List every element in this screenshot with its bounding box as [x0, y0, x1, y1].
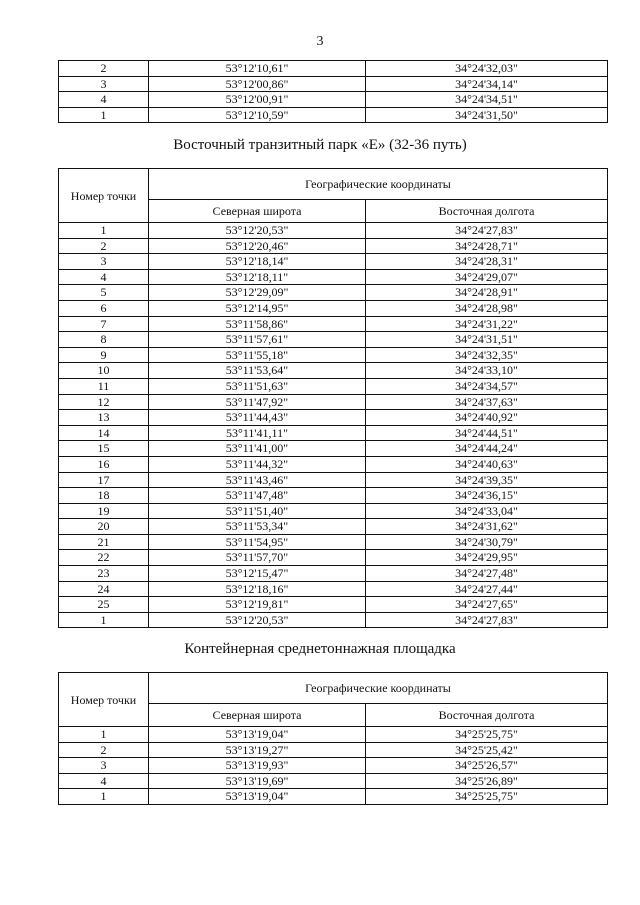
section-title-east-park: Восточный транзитный парк «Е» (32-36 путь) [173, 137, 467, 153]
section-title-container-site: Контейнерная среднетоннажная площадка [184, 641, 456, 657]
latitude-cell: 53°12'20,46" [149, 238, 366, 254]
point-number-cell: 4 [59, 269, 149, 285]
point-number-cell: 4 [59, 773, 149, 789]
table-row [59, 285, 608, 301]
point-number-cell: 17 [59, 472, 149, 488]
latitude-cell: 53°12'19,81" [149, 597, 366, 613]
table-row [59, 742, 608, 758]
latitude-cell: 53°11'57,61" [149, 332, 366, 348]
latitude-cell: 53°11'44,32" [149, 456, 366, 472]
point-number-cell: 13 [59, 410, 149, 426]
point-number-cell: 15 [59, 441, 149, 457]
latitude-cell: 53°12'20,53" [149, 612, 366, 628]
longitude-cell: 34°24'34,57" [366, 378, 608, 394]
header-point-number: Номер точки [59, 673, 149, 727]
table-row [59, 727, 608, 743]
table-row [59, 316, 608, 332]
table-row [59, 581, 608, 597]
latitude-cell: 53°13'19,04" [149, 727, 366, 743]
latitude-cell: 53°11'55,18" [149, 347, 366, 363]
table-row [59, 472, 608, 488]
longitude-cell: 34°24'28,71" [366, 238, 608, 254]
longitude-cell: 34°25'25,75" [366, 789, 608, 805]
latitude-cell: 53°13'19,27" [149, 742, 366, 758]
point-number-cell: 2 [59, 238, 149, 254]
longitude-cell: 34°24'28,98" [366, 300, 608, 316]
latitude-cell: 53°12'10,59" [149, 107, 366, 123]
point-number-cell: 11 [59, 378, 149, 394]
longitude-cell: 34°25'25,75" [366, 727, 608, 743]
table-row [59, 254, 608, 270]
longitude-cell: 34°24'28,31" [366, 254, 608, 270]
longitude-cell: 34°24'29,07" [366, 269, 608, 285]
longitude-cell: 34°24'34,14" [366, 76, 608, 92]
table-body [59, 223, 608, 628]
point-number-cell: 8 [59, 332, 149, 348]
latitude-cell: 53°11'47,92" [149, 394, 366, 410]
longitude-cell: 34°24'32,03" [366, 61, 608, 77]
latitude-cell: 53°12'29,09" [149, 285, 366, 301]
latitude-cell: 53°11'53,34" [149, 519, 366, 535]
point-number-cell: 6 [59, 300, 149, 316]
latitude-cell: 53°11'53,64" [149, 363, 366, 379]
table-row [59, 76, 608, 92]
table-row [59, 300, 608, 316]
point-number-cell: 5 [59, 285, 149, 301]
point-number-cell: 2 [59, 742, 149, 758]
table-row [59, 773, 608, 789]
longitude-cell: 34°24'27,83" [366, 612, 608, 628]
table-row [59, 597, 608, 613]
table-row [59, 566, 608, 582]
longitude-cell: 34°25'26,89" [366, 773, 608, 789]
coordinates-table-continued [58, 60, 608, 123]
table-row [59, 488, 608, 504]
latitude-cell: 53°13'19,93" [149, 758, 366, 774]
point-number-cell: 23 [59, 566, 149, 582]
point-number-cell: 24 [59, 581, 149, 597]
header-point-number: Номер точки [59, 169, 149, 223]
table-row [59, 332, 608, 348]
point-number-cell: 20 [59, 519, 149, 535]
point-number-cell: 9 [59, 347, 149, 363]
latitude-cell: 53°11'43,46" [149, 472, 366, 488]
latitude-cell: 53°11'57,70" [149, 550, 366, 566]
table-row [59, 456, 608, 472]
longitude-cell: 34°24'40,92" [366, 410, 608, 426]
longitude-cell: 34°24'44,24" [366, 441, 608, 457]
table-row [59, 534, 608, 550]
table-row [59, 363, 608, 379]
table-row [59, 425, 608, 441]
longitude-cell: 34°24'31,50" [366, 107, 608, 123]
point-number-cell: 1 [59, 612, 149, 628]
longitude-cell: 34°24'29,95" [366, 550, 608, 566]
point-number-cell: 16 [59, 456, 149, 472]
header-geo-coordinates: Географические координаты [149, 673, 608, 704]
latitude-cell: 53°11'54,95" [149, 534, 366, 550]
point-number-cell: 14 [59, 425, 149, 441]
latitude-cell: 53°12'00,86" [149, 76, 366, 92]
latitude-cell: 53°12'10,61" [149, 61, 366, 77]
point-number-cell: 12 [59, 394, 149, 410]
point-number-cell: 2 [59, 61, 149, 77]
table-row [59, 789, 608, 805]
point-number-cell: 18 [59, 488, 149, 504]
longitude-cell: 34°24'31,62" [366, 519, 608, 535]
point-number-cell: 1 [59, 223, 149, 239]
header-geo-coordinates: Географические координаты [149, 169, 608, 200]
latitude-cell: 53°13'19,04" [149, 789, 366, 805]
longitude-cell: 34°24'27,65" [366, 597, 608, 613]
latitude-cell: 53°12'18,14" [149, 254, 366, 270]
latitude-cell: 53°11'51,40" [149, 503, 366, 519]
latitude-cell: 53°12'00,91" [149, 92, 366, 108]
point-number-cell: 25 [59, 597, 149, 613]
latitude-cell: 53°11'44,43" [149, 410, 366, 426]
table-row [59, 378, 608, 394]
longitude-cell: 34°24'33,10" [366, 363, 608, 379]
longitude-cell: 34°24'28,91" [366, 285, 608, 301]
longitude-cell: 34°24'30,79" [366, 534, 608, 550]
header-east-longitude: Восточная долгота [366, 704, 608, 727]
latitude-cell: 53°13'19,69" [149, 773, 366, 789]
longitude-cell: 34°24'31,51" [366, 332, 608, 348]
table-row [59, 410, 608, 426]
latitude-cell: 53°11'47,48" [149, 488, 366, 504]
point-number-cell: 21 [59, 534, 149, 550]
latitude-cell: 53°11'51,63" [149, 378, 366, 394]
coordinates-table-east-park [58, 168, 608, 628]
latitude-cell: 53°12'14,95" [149, 300, 366, 316]
latitude-cell: 53°12'20,53" [149, 223, 366, 239]
table-row [59, 238, 608, 254]
table-row [59, 347, 608, 363]
longitude-cell: 34°24'39,35" [366, 472, 608, 488]
longitude-cell: 34°24'40,63" [366, 456, 608, 472]
longitude-cell: 34°24'27,48" [366, 566, 608, 582]
table-row [59, 394, 608, 410]
table-row [59, 269, 608, 285]
table-body [59, 61, 608, 123]
point-number-cell: 3 [59, 758, 149, 774]
latitude-cell: 53°12'18,16" [149, 581, 366, 597]
longitude-cell: 34°25'26,57" [366, 758, 608, 774]
table-body [59, 727, 608, 805]
table-row [59, 441, 608, 457]
table-row [59, 612, 608, 628]
table-row [59, 758, 608, 774]
table-row [59, 107, 608, 123]
table-row [59, 61, 608, 77]
table-row [59, 550, 608, 566]
point-number-cell: 3 [59, 76, 149, 92]
point-number-cell: 19 [59, 503, 149, 519]
longitude-cell: 34°24'33,04" [366, 503, 608, 519]
point-number-cell: 10 [59, 363, 149, 379]
longitude-cell: 34°24'36,15" [366, 488, 608, 504]
table-row [59, 92, 608, 108]
point-number-cell: 1 [59, 789, 149, 805]
longitude-cell: 34°24'37,63" [366, 394, 608, 410]
longitude-cell: 34°25'25,42" [366, 742, 608, 758]
header-north-latitude: Северная широта [149, 704, 366, 727]
page-number: 3 [316, 34, 324, 49]
longitude-cell: 34°24'27,44" [366, 581, 608, 597]
point-number-cell: 4 [59, 92, 149, 108]
longitude-cell: 34°24'34,51" [366, 92, 608, 108]
header-north-latitude: Северная широта [149, 200, 366, 223]
longitude-cell: 34°24'44,51" [366, 425, 608, 441]
longitude-cell: 34°24'31,22" [366, 316, 608, 332]
longitude-cell: 34°24'27,83" [366, 223, 608, 239]
point-number-cell: 1 [59, 727, 149, 743]
point-number-cell: 1 [59, 107, 149, 123]
table-row [59, 503, 608, 519]
coordinates-table-container-site [58, 672, 608, 805]
latitude-cell: 53°11'41,11" [149, 425, 366, 441]
point-number-cell: 22 [59, 550, 149, 566]
latitude-cell: 53°11'58,86" [149, 316, 366, 332]
header-east-longitude: Восточная долгота [366, 200, 608, 223]
longitude-cell: 34°24'32,35" [366, 347, 608, 363]
latitude-cell: 53°12'15,47" [149, 566, 366, 582]
latitude-cell: 53°12'18,11" [149, 269, 366, 285]
point-number-cell: 7 [59, 316, 149, 332]
latitude-cell: 53°11'41,00" [149, 441, 366, 457]
table-row [59, 519, 608, 535]
point-number-cell: 3 [59, 254, 149, 270]
table-row [59, 223, 608, 239]
